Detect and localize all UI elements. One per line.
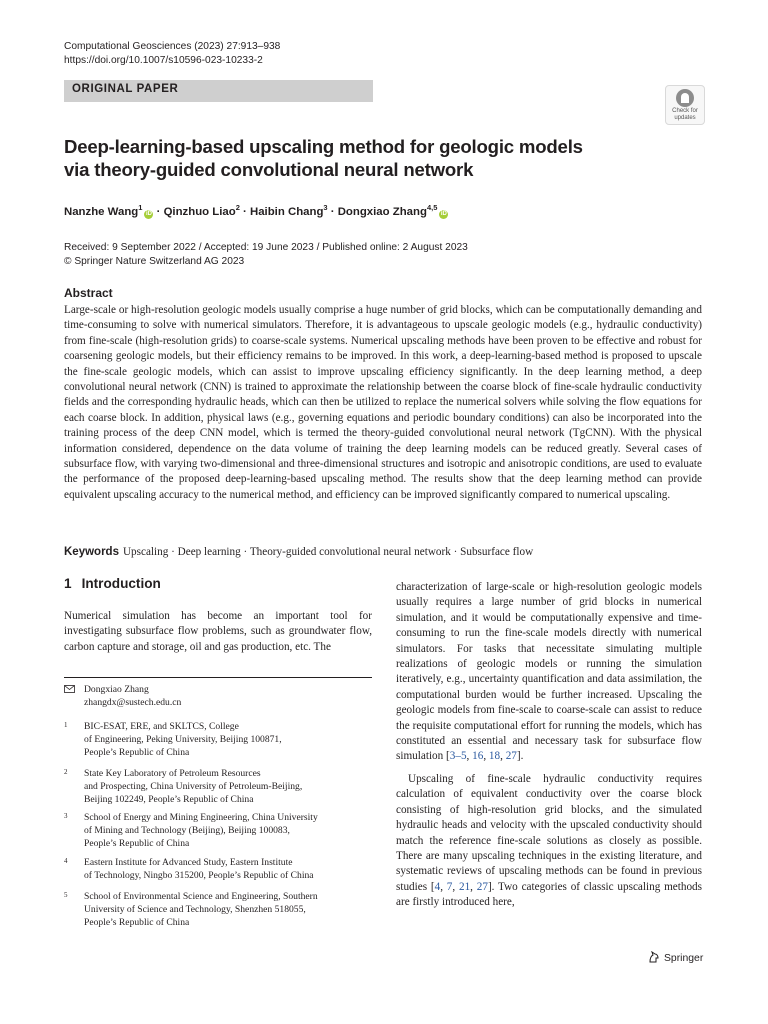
citation-link[interactable]: 4 [434, 880, 441, 893]
author-list [64, 203, 448, 219]
abstract-text: Large-scale or high-resolution geologic models usually comprise a huge number of grid blocks, which can be computationally demanding and time-consuming to solve with numerical simulators. Therefore, it is advantageous to upscale geologic models (e.g., hydraulic conductivity) from fine-scale (high-resolution grids) to coarse-scale systems. Numerical upscaling methods have been proven to be effective and robust for coarsening geologic models, but their efficiency remains to be improved. In this work, a deep-learning-based method is proposed to upscale the fine-scale geologic models, which can assist to improve upscaling efficiency significantly. In the deep learning method, a deep convolutional neural network (CNN) is trained to approximate the relationship between the coarse block of fine-scale hydraulic conductivity fields and the corresponding hydraulic heads, which can then be utilized to replace the numerical solvers while solving the flow equations for each coarse block. In addition, physical laws (e.g., governing equations and periodic boundary conditions) can also be incorporated into the training process of the deep CNN model, which is termed the theory-guided convolutional neural network (TgCNN). With the physical information considered, dependence on the data volume of training the deep learning models can be reduced greatly. Several cases of subsurface flow, with varying two-dimensional and three-dimensional structures and isotropic and anisotropic conditions, are used to evaluate the performance of the proposed deep-learning-based upscaling method. The results show that the deep learning method can provide equivalent upscaling accuracy to the numerical method, and efficiency can be improved significantly compared to numerical upscaling. [64, 304, 702, 501]
author-separator: · [153, 205, 164, 218]
author-name[interactable]: Dongxiao Zhang [337, 205, 427, 218]
citation-link[interactable]: 18 [488, 750, 501, 763]
envelope-icon [64, 685, 75, 693]
affiliation-number: 2 [64, 768, 68, 776]
section-number: 1 [64, 576, 72, 591]
check-for-updates-badge[interactable] [665, 85, 705, 125]
title-line-1: Deep-learning-based upscaling method for geologic models [64, 136, 583, 157]
affiliation-number: 5 [64, 891, 68, 899]
affiliation-number: 3 [64, 812, 68, 820]
badge-line-1: Check for [672, 108, 698, 114]
section-title: Introduction [81, 576, 161, 591]
corresponding-email[interactable]: zhangdx@sustech.edu.cn [84, 697, 182, 708]
intro-paragraph-right-1: characterization of large-scale or high-resolution geologic models usually requires a large number of grid blocks in numerical simulation, and it would be computationally expensive and time-consuming to run the fine-scale models directly with numerical simulators. For tasks that necessitate simulating multiple realizations of geologic models or running the simulation iteratively, e.g., uncertainty quantification and data assimilation, the computational burden would be further increased. Upscaling the geologic models from fine-scale to coarse-scale can assist to reduce the requisite computational effort for running the models, which has constituted an essential and necessary task for subsurface flow simulation [3–5, 16, 18, 27]. [396, 581, 702, 763]
paper-title [64, 135, 684, 181]
author-name[interactable]: Nanzhe Wang [64, 205, 139, 218]
paragraph-text: ]. [516, 750, 524, 763]
footnote-divider [64, 677, 372, 678]
dates-line: Received: 9 September 2022 / Accepted: 19 June 2023 / Published online: 2 August 2023 [64, 242, 468, 253]
citation-link[interactable]: 27 [476, 880, 488, 893]
publisher-footer [648, 951, 703, 964]
keywords-text: Upscaling · Deep learning · Theory-guided convolutional neural network · Subsurface flow [122, 546, 534, 558]
title-line-2: via theory-guided convolutional neural network [64, 159, 474, 180]
corresponding-name: Dongxiao Zhang [84, 684, 149, 695]
paragraph-text: characterization of large-scale or high-resolution geologic models usually requires a large number of grid blocks in numerical simulation, and it would be computationally expensive and time-consuming to run the fine-scale models directly with numerical simulators. For tasks that necessitate simulating multiple realizations of geologic models or running the simulation iteratively, e.g., uncertainty quantification and data assimilation, the computational burden would be further increased. Upscaling the geologic models from fine-scale to coarse-scale can assist to reduce the requisite computational effort for running the models, which has constituted an essential and necessary task for subsurface flow simulation [ [396, 581, 702, 763]
springer-horse-icon [648, 951, 660, 963]
affiliation-text: Eastern Institute for Advanced Study, Eastern Institute of Technology, Ningbo 315200, People’s Republic of China [84, 857, 314, 881]
author-affiliation-ref: 3 [323, 203, 328, 212]
citation-link[interactable]: 3–5 [449, 750, 467, 763]
journal-citation: Computational Geosciences (2023) 27:913–938 [64, 41, 281, 52]
keywords-label: Keywords [64, 546, 119, 558]
author-separator: · [327, 205, 338, 218]
citation-link[interactable]: 7 [446, 880, 453, 893]
affiliation-text: State Key Laboratory of Petroleum Resources and Prospecting, China University of Petroleum-Beijing, Beijing 102249, People’s Republic of China [84, 768, 303, 805]
citation-link[interactable]: 21 [458, 880, 471, 893]
intro-paragraph-right-2: Upscaling of fine-scale hydraulic conductivity requires calculation of equivalent conductivity over the coarse block consisting of high-resolution grid blocks, and the simulated hydraulic heads and velocity with the upscaled conductivity should match the reference fine-scale solutions as closely as possible. There are many upscaling techniques in the existing literature, and systematic reviews of upscaling methods can be found in previous studies [4, 7, 21, 27]. Two categories of classic upscaling methods are firstly introduced here, [396, 773, 702, 909]
paragraph-text: Upscaling of fine-scale hydraulic conductivity requires calculation of equivalent conductivity over the coarse block consisting of high-resolution grid blocks, and the simulated hydraulic heads and velocity with the upscaled conductivity should match the reference fine-scale solutions as closely as possible. There are many upscaling techniques in the existing literature, and systematic reviews of upscaling methods can be found in previous studies [ [396, 773, 702, 893]
doi-link[interactable]: https://doi.org/10.1007/s10596-023-10233-2 [64, 55, 263, 66]
article-type-banner [64, 80, 373, 102]
copyright-line: © Springer Nature Switzerland AG 2023 [64, 256, 245, 267]
abstract-heading: Abstract [64, 286, 113, 300]
affiliation-text: School of Energy and Mining Engineering, China University of Mining and Technology (Beijing), Beijing 100083, People’s Republic of China [84, 812, 318, 849]
publisher-name: Springer [664, 953, 704, 964]
paragraph-text: ]. Two categories of classic upscaling methods are firstly introduced here, [396, 880, 702, 909]
section-heading [64, 576, 171, 591]
intro-paragraph-left: Numerical simulation has become an important tool for investigating subsurface flow problems, such as groundwater flow, carbon capture and storage, oil and gas production, etc. The [64, 610, 372, 653]
author-separator: · [239, 205, 250, 218]
author-affiliation-ref: 2 [235, 203, 240, 212]
citation-link[interactable]: 16 [472, 750, 484, 763]
affiliation-number: 4 [64, 857, 68, 865]
author-name[interactable]: Qinzhuo Liao [163, 205, 236, 218]
article-type-label: ORIGINAL PAPER [72, 83, 179, 95]
author-affiliation-ref: 1 [138, 203, 143, 212]
orcid-icon[interactable]: iD [145, 210, 152, 217]
affiliation-text: School of Environmental Science and Engineering, Southern University of Science and Technology, Shenzhen 518055, People’s Republic of China [84, 891, 318, 928]
badge-line-2: updates [674, 114, 696, 121]
citation-link[interactable]: 27 [505, 750, 517, 763]
publication-dates [64, 241, 468, 269]
journal-info [64, 40, 280, 68]
orcid-icon[interactable]: iD [440, 210, 447, 217]
bookmark-icon [676, 89, 694, 107]
affiliation-number: 1 [64, 721, 68, 729]
author-affiliation-ref: 4,5 [426, 203, 438, 212]
affiliation-text: BIC-ESAT, ERE, and SKLTCS, College of Engineering, Peking University, Beijing 100871, People’s Republic of China [84, 721, 282, 758]
keywords [64, 546, 533, 558]
author-name[interactable]: Haibin Chang [250, 205, 324, 218]
